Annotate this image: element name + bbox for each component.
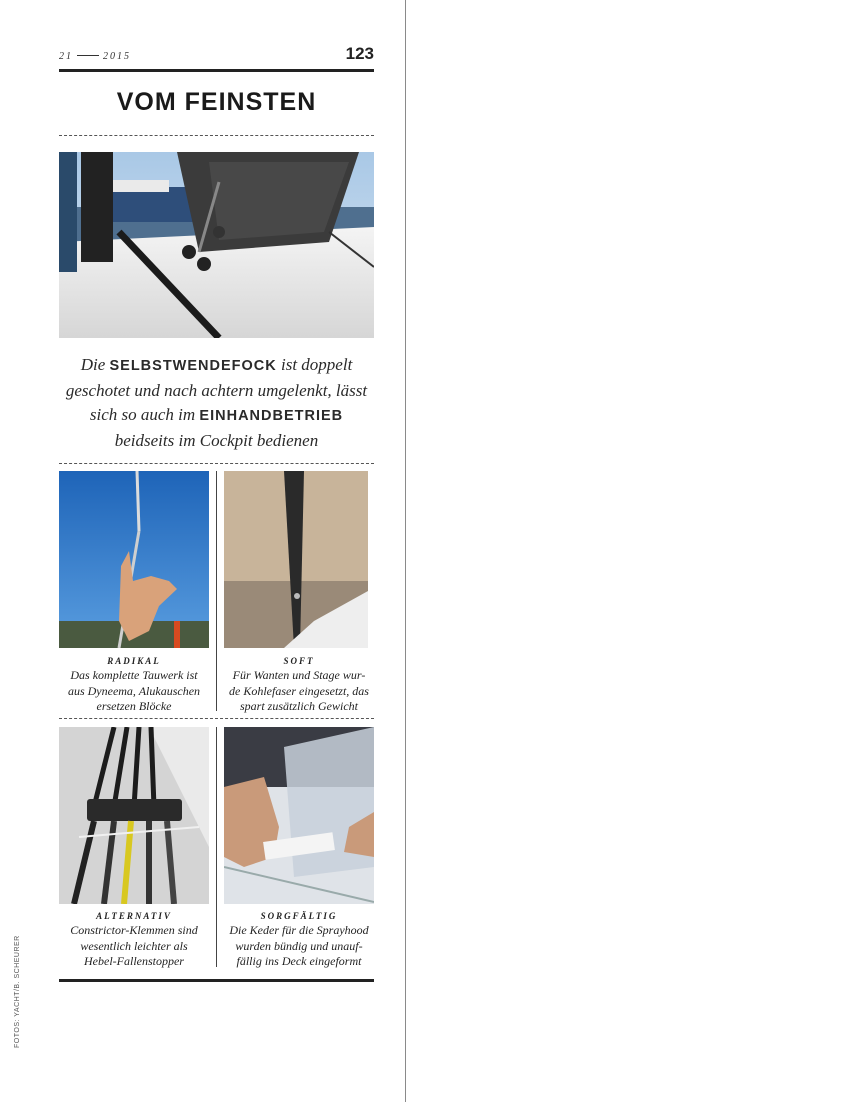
footer-rule bbox=[59, 979, 374, 982]
item-text-alternativ bbox=[57, 923, 211, 970]
item-text-line: fällig ins Deck eingeformt bbox=[236, 954, 362, 968]
column-separator-row2 bbox=[216, 727, 217, 967]
photo-keder-illustration bbox=[224, 727, 374, 904]
item-text-sorgfaeltig bbox=[222, 923, 376, 970]
issue-dash bbox=[77, 55, 99, 56]
main-caption-part3: beidseits im Cockpit bedienen bbox=[114, 430, 319, 450]
item-text-radikal bbox=[57, 668, 211, 715]
item-label-alternativ: ALTERNATIV bbox=[96, 911, 172, 921]
header-rule bbox=[59, 69, 374, 72]
item-text-line: de Kohlefaser eingesetzt, das bbox=[229, 683, 369, 698]
main-photo-illustration bbox=[59, 152, 374, 338]
item-text-line: Constrictor-Klemmen sind bbox=[70, 923, 198, 937]
page-title: VOM FEINSTEN bbox=[116, 88, 317, 116]
item-text-line: Das komplette Tauwerk ist bbox=[70, 668, 198, 682]
main-caption-bold2: EINHANDBETRIEB bbox=[199, 408, 344, 424]
dashed-divider-top bbox=[59, 135, 374, 136]
item-text-line: Die Keder für die Sprayhood bbox=[229, 923, 369, 937]
item-text-line: Hebel-Fallenstopper bbox=[84, 954, 184, 968]
item-text-line: Für Wanten und Stage wur- bbox=[232, 668, 366, 682]
photo-constrictor-clamps bbox=[59, 727, 209, 904]
issue-number: 21 bbox=[59, 51, 73, 62]
item-text-line: aus Dyneema, Alukauschen bbox=[67, 683, 201, 698]
item-label-soft: SOFT bbox=[283, 656, 315, 666]
item-text-soft bbox=[222, 668, 376, 715]
photo-dyneema-rope bbox=[59, 471, 209, 648]
item-text-line: ersetzen Blöcke bbox=[96, 699, 172, 713]
page-number: 123 bbox=[345, 44, 374, 63]
issue-year: 2015 bbox=[103, 51, 131, 62]
column-separator-row1 bbox=[216, 471, 217, 711]
main-caption bbox=[59, 353, 374, 453]
photo-sprayhood-keder bbox=[224, 727, 374, 904]
dashed-divider-middle bbox=[59, 463, 374, 464]
item-text-line: wesentlich leichter als bbox=[80, 938, 188, 953]
main-caption-part2: ist doppelt geschotet und nach achtern umgelenkt, lässt sich so auch im bbox=[65, 355, 368, 424]
dashed-divider-rows bbox=[59, 718, 374, 719]
photo-carbon-rigging bbox=[224, 471, 368, 648]
item-text-line: spart zusätzlich Gewicht bbox=[239, 699, 358, 713]
item-label-sorgfaeltig: SORGFÄLTIG bbox=[260, 911, 338, 921]
photo-clamps-illustration bbox=[59, 727, 209, 904]
page-gutter-line bbox=[405, 0, 406, 1102]
issue-info bbox=[59, 51, 131, 62]
photo-credit: FOTOS: YACHT/B. SCHEURER bbox=[14, 935, 21, 1048]
main-caption-part1: Die bbox=[80, 355, 110, 374]
main-photo-jib-sheeting bbox=[59, 152, 374, 338]
photo-rope-illustration bbox=[59, 471, 209, 648]
item-label-radikal: RADIKAL bbox=[107, 656, 161, 666]
main-caption-bold1: SELBSTWENDEFOCK bbox=[109, 358, 277, 374]
item-text-line: wurden bündig und unauf- bbox=[235, 938, 363, 953]
photo-carbon-illustration bbox=[224, 471, 368, 648]
